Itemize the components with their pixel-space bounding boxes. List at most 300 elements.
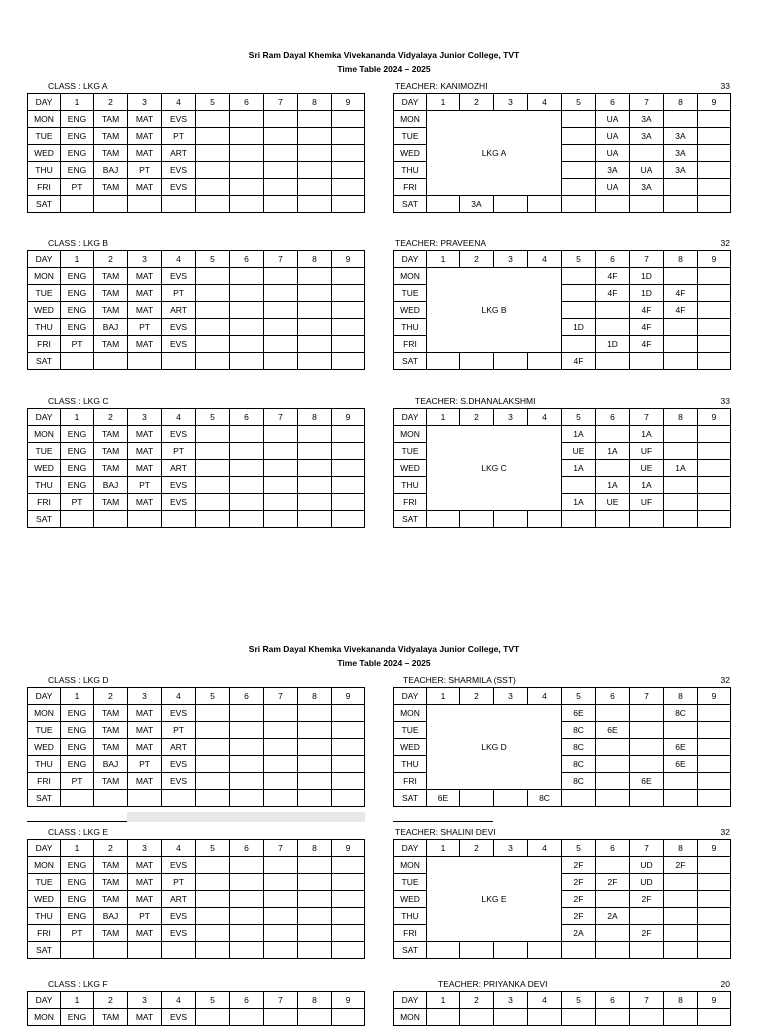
table-row <box>28 179 365 196</box>
period-cell <box>630 1009 664 1026</box>
day-cell: THU <box>394 477 427 494</box>
period-cell: 2F <box>630 925 664 942</box>
period-cell <box>264 1009 298 1026</box>
day-cell: SAT <box>394 790 427 807</box>
period-cell: BAJ <box>94 162 128 179</box>
period-cell <box>664 426 698 443</box>
period-cell <box>264 353 298 370</box>
period-cell <box>664 111 698 128</box>
period-cell: PT <box>128 756 162 773</box>
period-cell: 6E <box>562 705 596 722</box>
period-cell <box>264 739 298 756</box>
period-cell <box>332 196 365 213</box>
period-header: 2 <box>460 840 494 857</box>
period-cell <box>230 874 264 891</box>
period-header: 1 <box>427 251 460 268</box>
class-label: CLASS : LKG A <box>48 81 108 91</box>
period-header: 9 <box>698 688 731 705</box>
period-cell <box>460 942 494 959</box>
day-cell: WED <box>394 145 427 162</box>
period-header: 3 <box>128 251 162 268</box>
period-header: 5 <box>196 992 230 1009</box>
period-header: 1 <box>61 409 94 426</box>
period-cell <box>298 756 332 773</box>
period-cell <box>196 128 230 145</box>
period-cell: PT <box>162 128 196 145</box>
day-cell: TUE <box>28 443 61 460</box>
period-header: 5 <box>196 94 230 111</box>
period-cell <box>664 443 698 460</box>
period-cell <box>562 477 596 494</box>
period-cell: 8C <box>562 722 596 739</box>
teacher-timetable <box>393 408 731 528</box>
day-cell: SAT <box>28 511 61 528</box>
period-cell <box>61 790 94 807</box>
period-cell <box>196 477 230 494</box>
day-header: DAY <box>394 688 427 705</box>
period-cell <box>664 874 698 891</box>
period-cell <box>427 1009 460 1026</box>
teacher-timetable <box>393 93 731 213</box>
period-header: 5 <box>196 251 230 268</box>
period-cell <box>264 285 298 302</box>
school-title: Sri Ram Dayal Khemka Vivekananda Vidyalaya Junior College, TVT <box>248 50 520 60</box>
period-cell: EVS <box>162 162 196 179</box>
period-cell <box>162 196 196 213</box>
period-cell <box>230 426 264 443</box>
period-header: 2 <box>460 251 494 268</box>
period-cell <box>196 857 230 874</box>
period-cell <box>230 891 264 908</box>
period-cell: PT <box>128 477 162 494</box>
period-cell <box>332 942 365 959</box>
period-cell: MAT <box>128 426 162 443</box>
period-cell <box>664 1009 698 1026</box>
period-cell <box>630 756 664 773</box>
class-timetable <box>27 93 365 213</box>
table-row <box>394 705 731 722</box>
period-header: 7 <box>264 94 298 111</box>
period-cell: EVS <box>162 319 196 336</box>
period-cell <box>630 722 664 739</box>
period-cell: 3A <box>596 162 630 179</box>
period-header: 8 <box>298 688 332 705</box>
period-cell: 4F <box>630 336 664 353</box>
period-cell <box>298 705 332 722</box>
day-cell: THU <box>394 319 427 336</box>
period-header: 6 <box>596 840 630 857</box>
period-cell <box>332 790 365 807</box>
period-cell: UF <box>630 443 664 460</box>
period-cell: 3A <box>664 162 698 179</box>
period-cell: 1A <box>596 477 630 494</box>
period-cell <box>332 426 365 443</box>
period-cell <box>196 426 230 443</box>
header-row <box>28 688 365 705</box>
period-header: 6 <box>230 409 264 426</box>
day-cell: FRI <box>394 925 427 942</box>
period-cell: ENG <box>61 162 94 179</box>
table-row <box>28 705 365 722</box>
period-cell <box>698 773 731 790</box>
period-cell <box>332 722 365 739</box>
period-cell <box>698 285 731 302</box>
period-header: 9 <box>332 840 365 857</box>
period-cell: ENG <box>61 145 94 162</box>
period-cell <box>298 739 332 756</box>
period-header: 9 <box>698 94 731 111</box>
day-cell: FRI <box>28 336 61 353</box>
period-cell: UF <box>630 494 664 511</box>
period-cell <box>298 128 332 145</box>
table-row <box>28 336 365 353</box>
period-cell: 4F <box>596 268 630 285</box>
period-cell <box>332 336 365 353</box>
period-cell: ENG <box>61 111 94 128</box>
period-cell <box>264 145 298 162</box>
period-cell <box>230 908 264 925</box>
period-cell <box>332 162 365 179</box>
period-cell: TAM <box>94 460 128 477</box>
period-cell: MAT <box>128 179 162 196</box>
period-cell <box>698 162 731 179</box>
period-header: 3 <box>128 409 162 426</box>
day-cell: MON <box>28 268 61 285</box>
period-cell: ART <box>162 739 196 756</box>
teacher-label: TEACHER: SHARMILA (SST) <box>403 675 516 685</box>
day-cell: FRI <box>394 336 427 353</box>
period-cell: 4F <box>664 285 698 302</box>
period-header: 2 <box>460 688 494 705</box>
period-cell <box>664 353 698 370</box>
period-cell <box>596 460 630 477</box>
period-cell <box>298 268 332 285</box>
period-header: 4 <box>162 992 196 1009</box>
period-cell <box>596 891 630 908</box>
period-cell <box>230 268 264 285</box>
table-row <box>28 773 365 790</box>
period-cell <box>596 302 630 319</box>
period-cell: 1D <box>630 285 664 302</box>
period-cell: 2F <box>562 891 596 908</box>
period-header: 8 <box>298 251 332 268</box>
period-cell: TAM <box>94 128 128 145</box>
period-cell <box>332 443 365 460</box>
table-row <box>394 426 731 443</box>
period-header: 1 <box>427 840 460 857</box>
table-row <box>28 353 365 370</box>
period-cell <box>494 511 528 528</box>
period-header: 5 <box>562 409 596 426</box>
period-cell <box>596 773 630 790</box>
period-header: 7 <box>630 840 664 857</box>
period-cell <box>596 319 630 336</box>
period-cell <box>196 790 230 807</box>
day-header: DAY <box>394 94 427 111</box>
period-cell <box>664 494 698 511</box>
period-cell: ENG <box>61 460 94 477</box>
period-cell: 3A <box>630 111 664 128</box>
period-cell: ENG <box>61 1009 94 1026</box>
period-cell <box>264 443 298 460</box>
period-cell <box>698 336 731 353</box>
day-cell: SAT <box>394 511 427 528</box>
day-cell: MON <box>28 426 61 443</box>
period-cell <box>698 1009 731 1026</box>
period-header: 4 <box>528 251 562 268</box>
period-count: 20 <box>720 979 730 989</box>
period-cell: ART <box>162 302 196 319</box>
period-cell: 1D <box>562 319 596 336</box>
period-cell <box>298 477 332 494</box>
period-cell: MAT <box>128 874 162 891</box>
day-header: DAY <box>28 840 61 857</box>
period-cell: TAM <box>94 739 128 756</box>
period-header: 2 <box>94 840 128 857</box>
period-cell <box>264 196 298 213</box>
period-cell: TAM <box>94 426 128 443</box>
period-cell <box>298 773 332 790</box>
period-cell <box>562 1009 596 1026</box>
day-cell: FRI <box>28 773 61 790</box>
period-cell: MAT <box>128 128 162 145</box>
period-cell <box>264 874 298 891</box>
period-cell <box>196 773 230 790</box>
period-cell <box>298 336 332 353</box>
class-label: CLASS : LKG E <box>48 827 108 837</box>
period-cell <box>698 756 731 773</box>
period-cell: UA <box>596 111 630 128</box>
period-header: 7 <box>630 251 664 268</box>
period-cell: ENG <box>61 705 94 722</box>
period-cell: 4F <box>664 302 698 319</box>
period-cell: EVS <box>162 705 196 722</box>
period-cell <box>332 925 365 942</box>
period-header: 3 <box>494 688 528 705</box>
period-header: 6 <box>230 688 264 705</box>
period-header: 6 <box>596 409 630 426</box>
period-cell: ENG <box>61 756 94 773</box>
table-row <box>28 874 365 891</box>
day-cell: MON <box>394 268 427 285</box>
day-cell: FRI <box>28 494 61 511</box>
period-cell <box>230 1009 264 1026</box>
day-cell: MON <box>394 857 427 874</box>
day-cell: WED <box>394 302 427 319</box>
table-row <box>394 942 731 959</box>
period-header: 7 <box>264 992 298 1009</box>
period-cell <box>332 756 365 773</box>
period-cell <box>298 145 332 162</box>
day-cell: MON <box>28 1009 61 1026</box>
day-cell: SAT <box>394 353 427 370</box>
period-cell: MAT <box>128 722 162 739</box>
period-cell <box>596 739 630 756</box>
period-cell <box>264 790 298 807</box>
period-cell <box>196 460 230 477</box>
day-cell: MON <box>394 1009 427 1026</box>
table-row <box>28 443 365 460</box>
period-header: 3 <box>128 688 162 705</box>
period-header: 6 <box>596 688 630 705</box>
period-cell: PT <box>61 336 94 353</box>
period-cell: ART <box>162 145 196 162</box>
table-row <box>28 460 365 477</box>
period-cell <box>298 285 332 302</box>
teacher-label: TEACHER: S.DHANALAKSHMI <box>415 396 536 406</box>
day-cell: SAT <box>28 353 61 370</box>
period-cell <box>196 874 230 891</box>
period-cell: 2F <box>562 908 596 925</box>
teacher-timetable <box>393 991 731 1026</box>
period-cell <box>264 477 298 494</box>
period-cell <box>664 773 698 790</box>
period-cell <box>332 179 365 196</box>
period-cell <box>128 790 162 807</box>
period-header: 8 <box>298 409 332 426</box>
period-cell: 1A <box>596 443 630 460</box>
period-cell <box>230 722 264 739</box>
table-row <box>28 908 365 925</box>
period-header: 4 <box>162 688 196 705</box>
period-cell <box>698 111 731 128</box>
period-cell <box>494 196 528 213</box>
period-cell <box>61 353 94 370</box>
period-cell <box>698 128 731 145</box>
period-cell <box>230 494 264 511</box>
day-cell: TUE <box>28 128 61 145</box>
period-cell <box>230 773 264 790</box>
period-cell <box>128 353 162 370</box>
table-row <box>394 111 731 128</box>
period-cell <box>596 353 630 370</box>
period-cell: MAT <box>128 336 162 353</box>
period-cell: 6E <box>596 722 630 739</box>
period-cell <box>332 908 365 925</box>
period-cell <box>562 145 596 162</box>
day-cell: WED <box>28 302 61 319</box>
period-cell <box>460 511 494 528</box>
period-cell: ENG <box>61 443 94 460</box>
period-header: 1 <box>427 94 460 111</box>
period-cell: EVS <box>162 494 196 511</box>
table-row <box>394 511 731 528</box>
period-cell: PT <box>128 319 162 336</box>
day-cell: TUE <box>28 722 61 739</box>
period-cell <box>298 891 332 908</box>
period-cell: PT <box>128 162 162 179</box>
period-cell: MAT <box>128 705 162 722</box>
period-cell <box>230 756 264 773</box>
table-row <box>394 196 731 213</box>
period-cell: 2F <box>562 857 596 874</box>
period-cell <box>630 790 664 807</box>
period-header: 5 <box>562 688 596 705</box>
period-cell <box>494 1009 528 1026</box>
period-header: 3 <box>128 94 162 111</box>
table-row <box>28 145 365 162</box>
period-cell: PT <box>128 908 162 925</box>
period-cell: TAM <box>94 336 128 353</box>
period-cell <box>264 705 298 722</box>
day-cell: MON <box>28 857 61 874</box>
class-timetable <box>27 839 365 959</box>
period-header: 9 <box>332 992 365 1009</box>
period-cell: MAT <box>128 285 162 302</box>
day-cell: WED <box>28 891 61 908</box>
period-cell <box>562 128 596 145</box>
period-cell <box>562 162 596 179</box>
period-cell <box>230 285 264 302</box>
period-header: 5 <box>562 992 596 1009</box>
period-cell: TAM <box>94 285 128 302</box>
period-header: 2 <box>94 992 128 1009</box>
period-cell <box>298 460 332 477</box>
merged-class-cell: LKG C <box>427 426 562 511</box>
period-cell <box>94 196 128 213</box>
period-cell <box>630 942 664 959</box>
day-cell: THU <box>28 319 61 336</box>
period-cell <box>698 739 731 756</box>
period-cell <box>698 196 731 213</box>
period-cell: 4F <box>596 285 630 302</box>
period-cell: EVS <box>162 336 196 353</box>
period-cell <box>332 460 365 477</box>
period-cell: MAT <box>128 111 162 128</box>
teacher-timetable <box>393 687 731 807</box>
period-cell <box>264 162 298 179</box>
period-cell <box>196 1009 230 1026</box>
period-cell <box>196 705 230 722</box>
period-cell: PT <box>162 443 196 460</box>
day-cell: TUE <box>394 285 427 302</box>
period-cell <box>264 857 298 874</box>
day-header: DAY <box>28 94 61 111</box>
period-cell <box>332 111 365 128</box>
class-label: CLASS : LKG D <box>48 675 109 685</box>
period-cell <box>698 302 731 319</box>
header-row <box>394 94 731 111</box>
day-cell: SAT <box>394 196 427 213</box>
period-cell: 2F <box>630 891 664 908</box>
day-cell: MON <box>28 705 61 722</box>
period-header: 4 <box>528 94 562 111</box>
period-cell <box>196 111 230 128</box>
period-cell: UE <box>562 443 596 460</box>
period-cell <box>528 196 562 213</box>
period-cell <box>332 773 365 790</box>
period-cell <box>332 891 365 908</box>
period-header: 6 <box>596 251 630 268</box>
period-header: 4 <box>162 251 196 268</box>
table-row <box>28 857 365 874</box>
period-cell: EVS <box>162 1009 196 1026</box>
period-cell <box>562 790 596 807</box>
period-cell <box>298 1009 332 1026</box>
day-cell: WED <box>28 460 61 477</box>
period-cell <box>264 179 298 196</box>
separator-line <box>27 821 127 822</box>
period-header: 9 <box>698 409 731 426</box>
teacher-timetable <box>393 250 731 370</box>
period-cell: 1D <box>630 268 664 285</box>
period-cell <box>128 196 162 213</box>
period-cell <box>298 319 332 336</box>
period-cell <box>698 460 731 477</box>
day-cell: MON <box>394 426 427 443</box>
period-cell: MAT <box>128 268 162 285</box>
period-cell <box>264 494 298 511</box>
